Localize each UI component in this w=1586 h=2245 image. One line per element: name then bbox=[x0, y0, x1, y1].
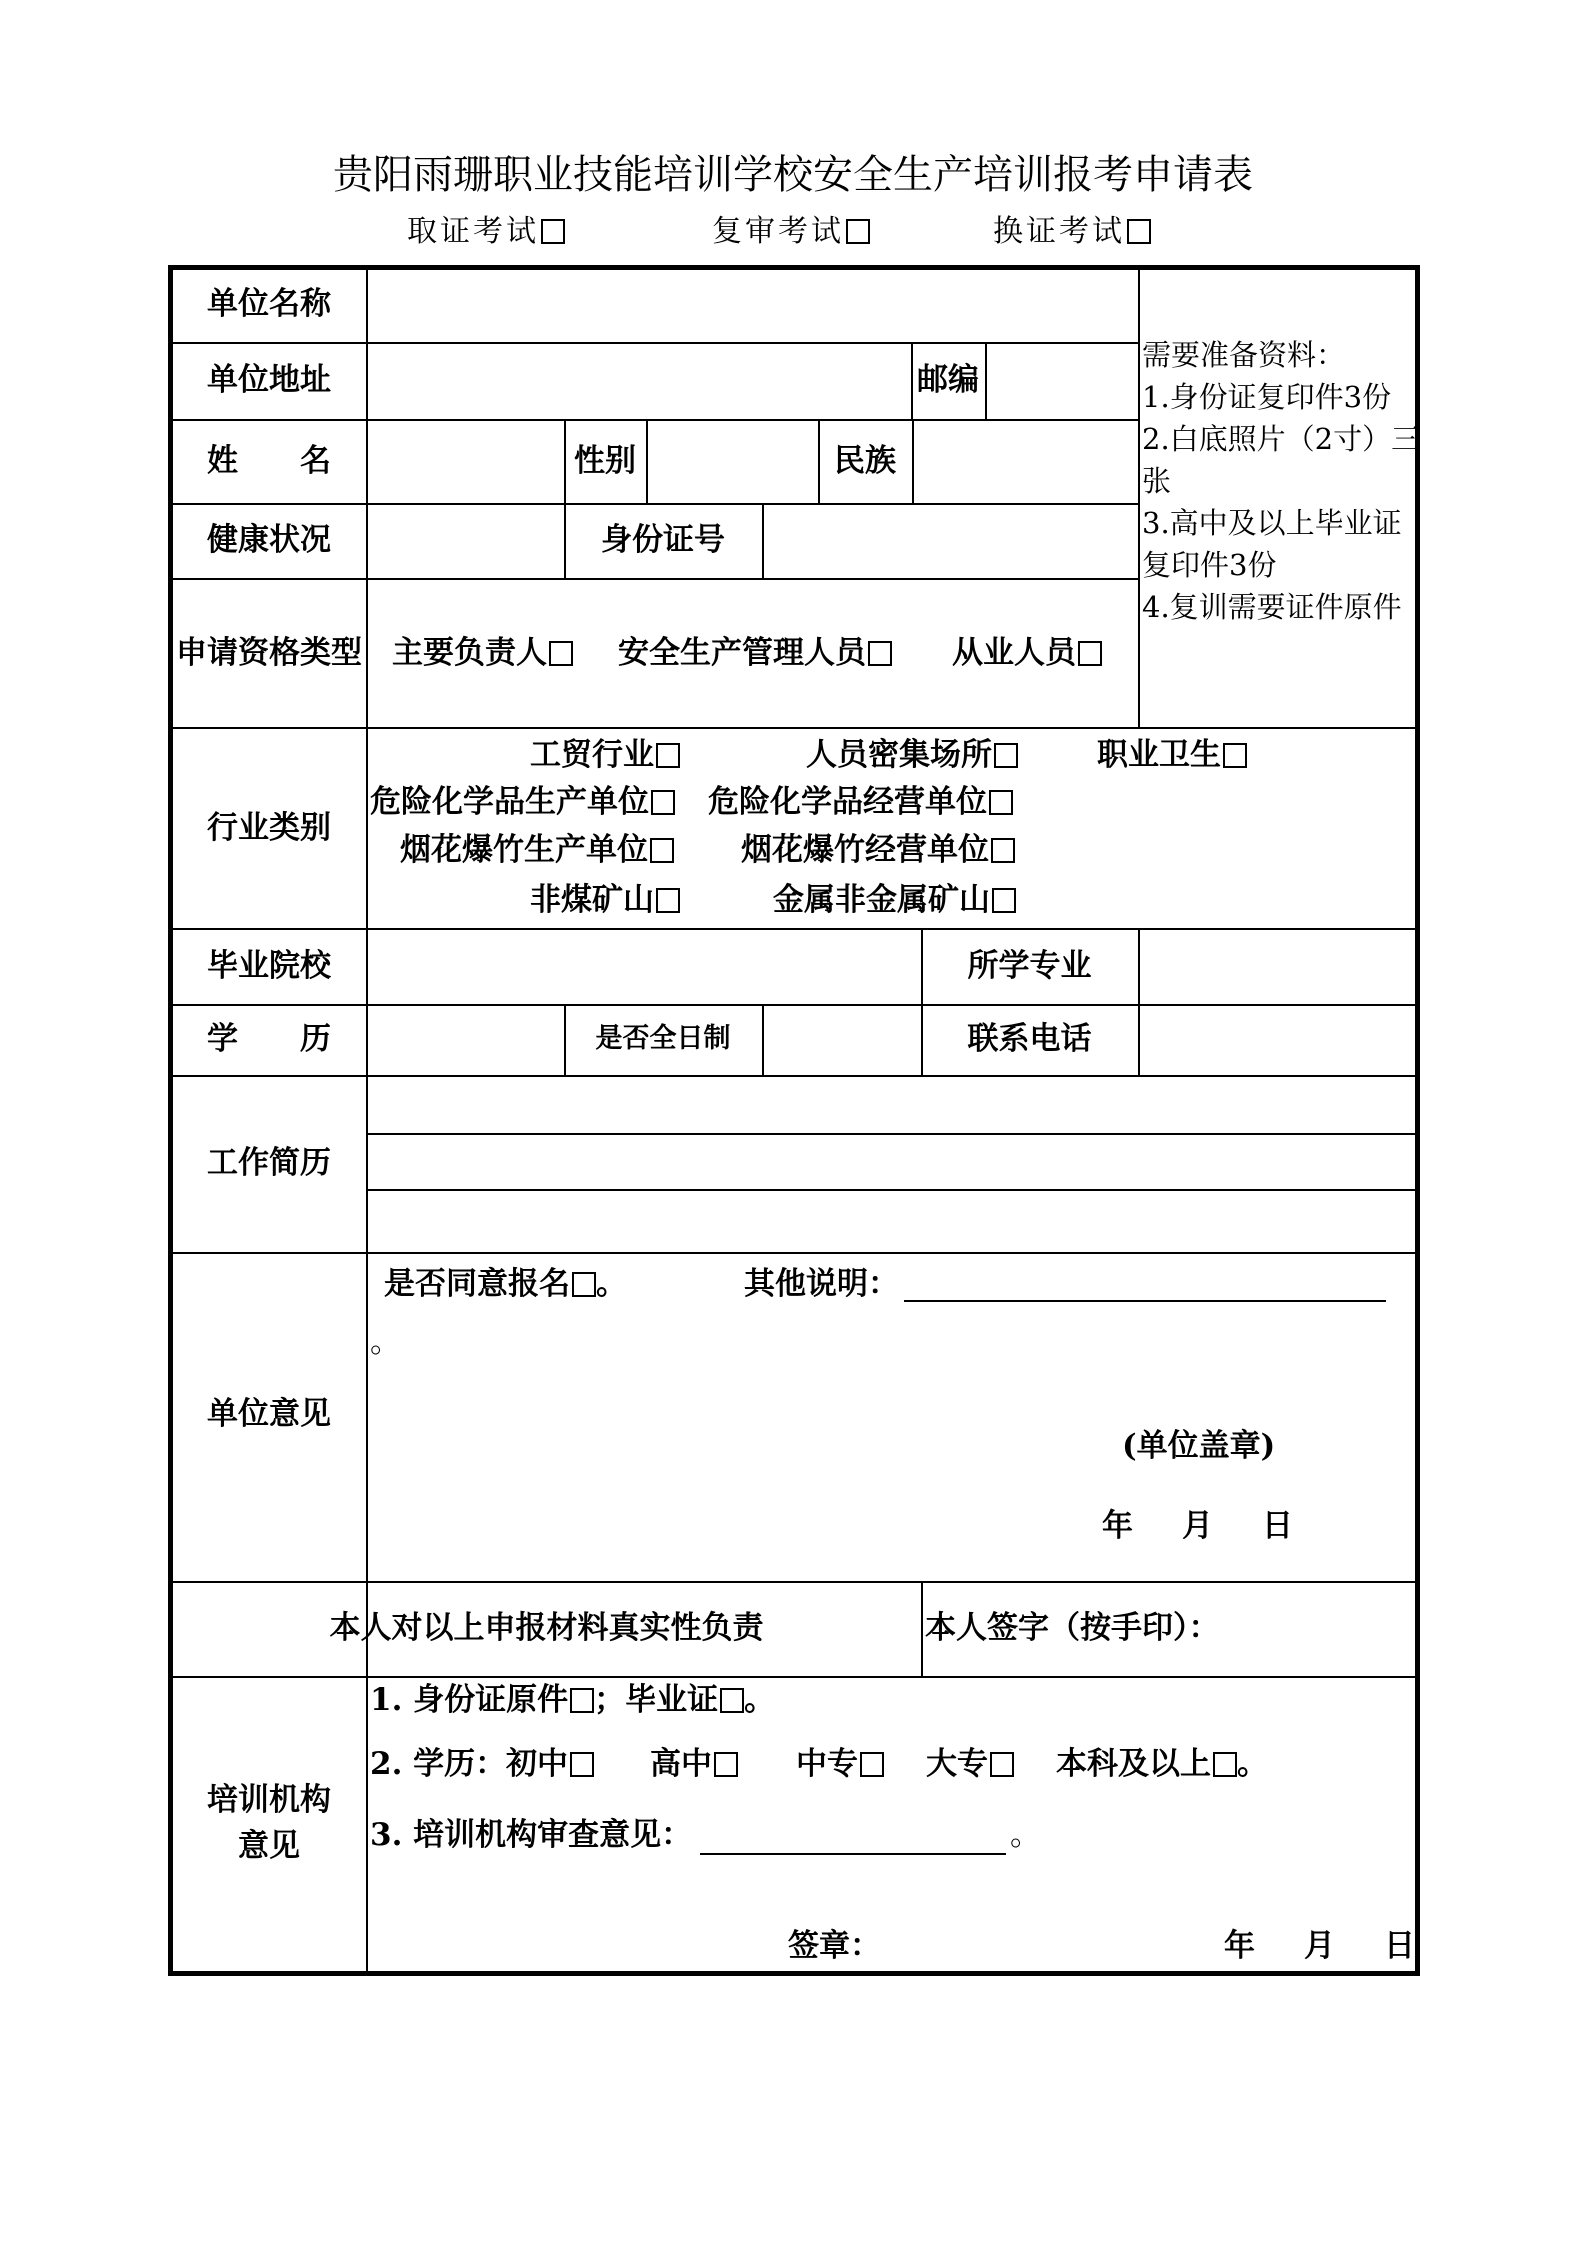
institution-review-period: 。 bbox=[1010, 1817, 1041, 1853]
grid-line bbox=[1138, 270, 1140, 727]
signature-label: 本人签字（按手印）： bbox=[925, 1610, 1220, 1646]
exam-option-label: 取证考试 bbox=[407, 214, 539, 249]
exam-option-label: 复审考试 bbox=[712, 214, 844, 249]
qualification-type-label: 申请资格类型 bbox=[176, 635, 362, 671]
checkbox[interactable] bbox=[868, 641, 892, 666]
checkbox[interactable] bbox=[541, 219, 565, 244]
unit-address-input[interactable] bbox=[368, 344, 910, 419]
school-label: 毕业院校 bbox=[207, 948, 331, 984]
health-input[interactable] bbox=[368, 505, 563, 578]
agree-period: 。 bbox=[596, 1266, 627, 1302]
option-label: 工贸行业 bbox=[530, 737, 654, 773]
name-label: 姓 名 bbox=[207, 443, 331, 479]
checkbox[interactable] bbox=[720, 1688, 744, 1713]
unit-date-day: 日 bbox=[1262, 1508, 1293, 1544]
industry-option[interactable] bbox=[708, 782, 1013, 822]
checkbox[interactable] bbox=[994, 743, 1018, 768]
option-label: 主要负责人 bbox=[392, 635, 547, 671]
option-label: 职业卫生 bbox=[1097, 737, 1221, 773]
institution-check-documents bbox=[370, 1680, 775, 1720]
institution-date-month: 月 bbox=[1304, 1928, 1335, 1964]
other-notes-label: 其他说明： bbox=[744, 1266, 899, 1302]
other-notes-input[interactable] bbox=[904, 1300, 1386, 1302]
full-time-label: 是否全日制 bbox=[595, 1023, 731, 1054]
gender-input[interactable] bbox=[648, 421, 817, 503]
phone-input[interactable] bbox=[1140, 1006, 1415, 1075]
id-number-label: 身份证号 bbox=[601, 522, 725, 558]
checkbox[interactable] bbox=[570, 1752, 594, 1777]
id-number-input[interactable] bbox=[764, 505, 1137, 578]
work-history-label: 工作简历 bbox=[207, 1145, 331, 1181]
option-label: 烟花爆竹生产单位 bbox=[400, 832, 648, 868]
exam-option-renewal[interactable] bbox=[993, 212, 1151, 252]
major-label: 所学专业 bbox=[967, 948, 1092, 984]
unit-date-year: 年 bbox=[1102, 1508, 1133, 1544]
checkbox[interactable] bbox=[651, 790, 675, 815]
exam-option-qualification[interactable] bbox=[407, 212, 565, 252]
qualification-option-safety-manager[interactable] bbox=[618, 633, 892, 673]
option-label: 初中 bbox=[506, 1746, 568, 1782]
institution-date-year: 年 bbox=[1224, 1928, 1255, 1964]
checkbox[interactable] bbox=[990, 1752, 1014, 1777]
line-period: 。 bbox=[744, 1682, 776, 1718]
checkbox[interactable] bbox=[572, 1272, 596, 1297]
exam-option-label: 换证考试 bbox=[993, 214, 1125, 249]
checkbox[interactable] bbox=[1213, 1752, 1237, 1777]
institution-opinion-label: 培训机构 bbox=[207, 1782, 331, 1818]
grid-line bbox=[172, 1581, 1416, 1583]
checkbox[interactable] bbox=[650, 838, 674, 863]
id-original-label: 1. 身份证原件 bbox=[370, 1682, 569, 1718]
gender-label: 性别 bbox=[574, 443, 636, 479]
grid-line bbox=[172, 578, 1138, 580]
grid-line bbox=[172, 1252, 1416, 1254]
checkbox[interactable] bbox=[991, 838, 1015, 863]
industry-option[interactable] bbox=[530, 880, 680, 920]
grid-line bbox=[921, 1581, 923, 1676]
ethnicity-label: 民族 bbox=[834, 443, 896, 479]
grid-line bbox=[172, 342, 366, 344]
option-label: 中专 bbox=[796, 1746, 858, 1782]
education-label: 学 历 bbox=[207, 1021, 331, 1057]
checkbox[interactable] bbox=[570, 1688, 594, 1713]
checkbox[interactable] bbox=[714, 1752, 738, 1777]
checkbox[interactable] bbox=[846, 219, 870, 244]
agree-registration[interactable] bbox=[384, 1264, 627, 1304]
institution-review-label: 3. 培训机构审查意见： bbox=[370, 1817, 693, 1853]
checkbox[interactable] bbox=[656, 888, 680, 913]
unit-date-month: 月 bbox=[1182, 1508, 1213, 1544]
unit-seal-label: (单位盖章) bbox=[1122, 1428, 1276, 1464]
postcode-input[interactable] bbox=[987, 344, 1137, 419]
school-input[interactable] bbox=[368, 930, 920, 1004]
checkbox[interactable] bbox=[549, 641, 573, 666]
option-label: 本科及以上 bbox=[1056, 1746, 1211, 1782]
required-material-item: 3.高中及以上毕业证复印件3份 bbox=[1142, 506, 1402, 582]
institution-review-input[interactable] bbox=[700, 1853, 1006, 1855]
education-option[interactable] bbox=[926, 1744, 1014, 1784]
option-label: 高中 bbox=[650, 1746, 712, 1782]
industry-option[interactable] bbox=[1097, 735, 1247, 775]
checkbox[interactable] bbox=[992, 888, 1016, 913]
qualification-option-worker[interactable] bbox=[952, 633, 1102, 673]
institution-education-label: 2. 学历： bbox=[370, 1746, 507, 1782]
checkbox[interactable] bbox=[989, 790, 1013, 815]
industry-option[interactable] bbox=[530, 735, 680, 775]
option-label: 金属非金属矿山 bbox=[773, 882, 990, 918]
institution-seal-label: 签章： bbox=[788, 1928, 881, 1964]
checkbox[interactable] bbox=[1127, 219, 1151, 244]
institution-date-day: 日 bbox=[1384, 1928, 1415, 1964]
form-title: 贵阳雨珊职业技能培训学校安全生产培训报考申请表 bbox=[333, 152, 1253, 198]
major-input[interactable] bbox=[1140, 930, 1415, 1004]
qualification-option-principal[interactable] bbox=[392, 633, 573, 673]
declaration-text: 本人对以上申报材料真实性负责 bbox=[329, 1610, 764, 1646]
checkbox[interactable] bbox=[656, 743, 680, 768]
option-label: 安全生产管理人员 bbox=[618, 635, 866, 671]
industry-label: 行业类别 bbox=[207, 810, 331, 846]
industry-option[interactable] bbox=[773, 880, 1016, 920]
option-label: 危险化学品经营单位 bbox=[708, 784, 987, 820]
industry-option[interactable] bbox=[806, 735, 1018, 775]
education-option[interactable] bbox=[1056, 1744, 1268, 1784]
required-material-item: 1.身份证复印件3份 bbox=[1142, 380, 1392, 414]
option-label: 大专 bbox=[926, 1746, 988, 1782]
name-input[interactable] bbox=[368, 421, 563, 503]
required-materials bbox=[1142, 334, 1422, 628]
education-option[interactable] bbox=[796, 1744, 884, 1784]
grid-line bbox=[172, 727, 1416, 729]
agree-label: 是否同意报名 bbox=[384, 1266, 570, 1302]
required-material-item: 4.复训需要证件原件 bbox=[1142, 590, 1402, 624]
required-materials-heading: 需要准备资料： bbox=[1142, 338, 1346, 372]
unit-name-label: 单位名称 bbox=[207, 286, 331, 322]
unit-opinion-label: 单位意见 bbox=[207, 1396, 331, 1432]
work-history-input[interactable] bbox=[368, 1077, 1415, 1251]
option-label: 人员密集场所 bbox=[806, 737, 992, 773]
exam-option-review[interactable] bbox=[712, 212, 870, 252]
industry-option[interactable] bbox=[741, 830, 1015, 870]
health-label: 健康状况 bbox=[207, 522, 331, 558]
checkbox[interactable] bbox=[860, 1752, 884, 1777]
unit-address-label: 单位地址 bbox=[207, 362, 331, 398]
option-label: 危险化学品生产单位 bbox=[370, 784, 649, 820]
ethnicity-input[interactable] bbox=[914, 421, 1137, 503]
required-material-item: 2.白底照片（2寸）三张 bbox=[1142, 422, 1421, 498]
option-label: 从业人员 bbox=[952, 635, 1076, 671]
education-option[interactable] bbox=[506, 1744, 594, 1784]
phone-label: 联系电话 bbox=[967, 1021, 1092, 1057]
option-label: 非煤矿山 bbox=[530, 882, 654, 918]
industry-option[interactable] bbox=[370, 782, 675, 822]
option-label: 烟花爆竹经营单位 bbox=[741, 832, 989, 868]
grid-line bbox=[172, 1676, 1416, 1678]
diploma-label: ；毕业证 bbox=[594, 1682, 719, 1718]
education-option[interactable] bbox=[650, 1744, 738, 1784]
checkbox[interactable] bbox=[1078, 641, 1102, 666]
other-notes-period: 。 bbox=[370, 1324, 401, 1360]
checkbox[interactable] bbox=[1223, 743, 1247, 768]
industry-option[interactable] bbox=[400, 830, 674, 870]
unit-name-input[interactable] bbox=[368, 272, 1136, 342]
institution-opinion-label: 意见 bbox=[238, 1828, 300, 1864]
postcode-label: 邮编 bbox=[917, 362, 979, 398]
education-input[interactable] bbox=[368, 1006, 563, 1075]
full-time-input[interactable] bbox=[764, 1006, 920, 1075]
line-period: 。 bbox=[1237, 1746, 1268, 1782]
